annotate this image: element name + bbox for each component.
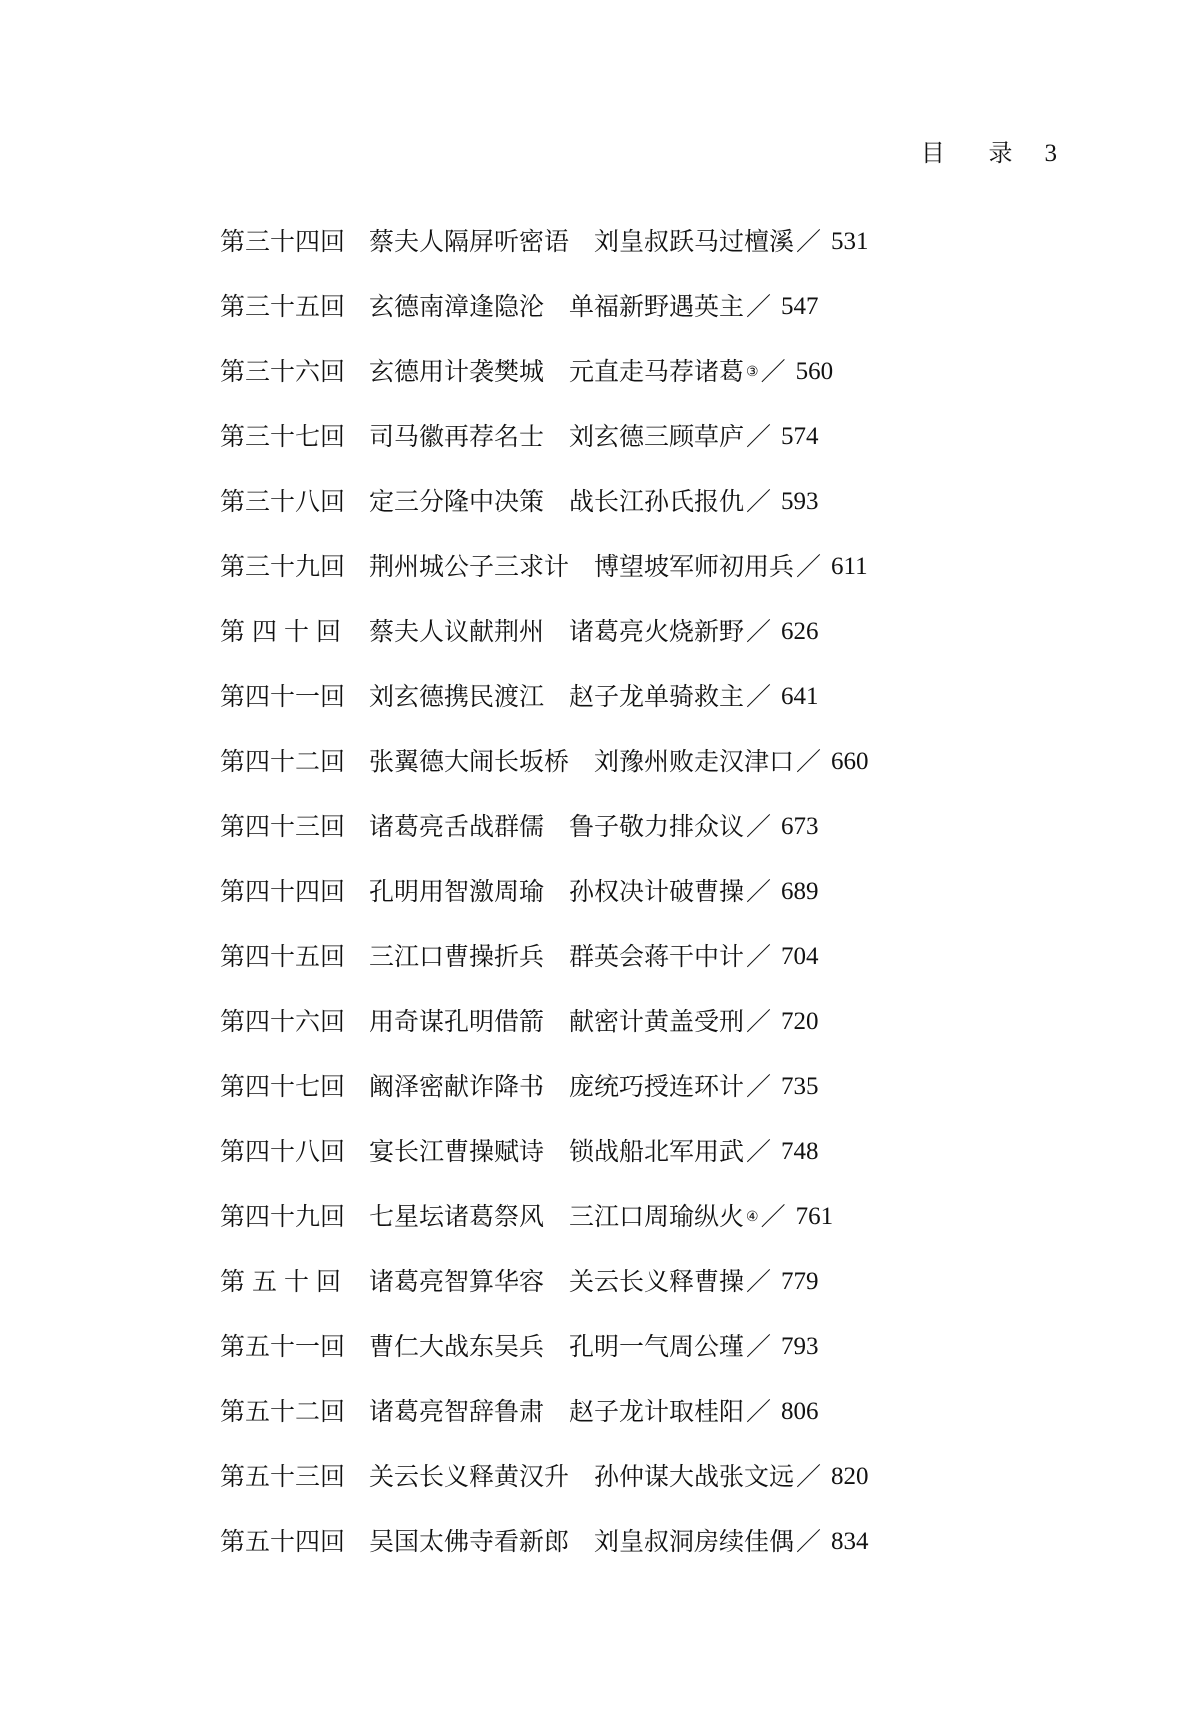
page-separator: ／: [746, 877, 772, 906]
chapter-page-number: 660: [831, 748, 869, 775]
chapter-title-second: 孔明一气周公瑾: [569, 1332, 745, 1361]
chapter-title-second: 关云长义释曹操: [569, 1267, 745, 1296]
chapter-title-second: 赵子龙计取桂阳: [569, 1397, 745, 1426]
chapter-title-first: 诸葛亮舌战群儒: [369, 812, 545, 841]
chapter-title-second: 赵子龙单骑救主: [569, 682, 745, 711]
chapter-title-second: 元直走马荐诸葛: [569, 357, 745, 386]
chapter-number: 第五十回: [220, 1267, 349, 1296]
chapter-number: 第四十二回: [220, 747, 346, 776]
toc-entry[interactable]: [220, 616, 869, 681]
toc-entry[interactable]: [220, 1331, 869, 1396]
chapter-title-second: 群英会蒋干中计: [569, 942, 745, 971]
chapter-page-number: 593: [781, 488, 819, 515]
chapter-number: 第四十四回: [220, 877, 346, 906]
chapter-title-second: 鲁子敬力排众议: [569, 812, 745, 841]
toc-entry[interactable]: [220, 876, 869, 941]
chapter-page-number: 547: [781, 293, 819, 320]
page-separator: ／: [796, 552, 822, 581]
chapter-title-first: 用奇谋孔明借箭: [369, 1007, 545, 1036]
page-separator: ／: [746, 1137, 772, 1166]
chapter-number: 第四十五回: [220, 942, 346, 971]
page-separator: ／: [746, 1332, 772, 1361]
page-separator: ／: [796, 1462, 822, 1491]
chapter-number: 第四十一回: [220, 682, 346, 711]
page-separator: ／: [746, 942, 772, 971]
page-separator: ／: [796, 1527, 822, 1556]
chapter-page-number: 735: [781, 1073, 819, 1100]
chapter-title-first: 曹仁大战东吴兵: [369, 1332, 545, 1361]
chapter-number: 第五十一回: [220, 1332, 346, 1361]
chapter-title-first: 诸葛亮智辞鲁肃: [369, 1397, 545, 1426]
toc-entry[interactable]: [220, 1006, 869, 1071]
chapter-page-number: 748: [781, 1138, 819, 1165]
page-separator: ／: [746, 1007, 772, 1036]
page-separator: ／: [760, 357, 786, 386]
chapter-title-second: 诸葛亮火烧新野: [569, 617, 745, 646]
page-number: 3: [1044, 140, 1057, 167]
chapter-title-first: 阚泽密献诈降书: [369, 1072, 545, 1101]
page-separator: ／: [760, 1202, 786, 1231]
chapter-page-number: 720: [781, 1008, 819, 1035]
chapter-page-number: 793: [781, 1333, 819, 1360]
chapter-number: 第三十四回: [220, 227, 346, 256]
page-separator: ／: [746, 1397, 772, 1426]
toc-entry[interactable]: [220, 746, 869, 811]
chapter-title-first: 定三分隆中决策: [369, 487, 545, 516]
chapter-page-number: 834: [831, 1528, 869, 1555]
chapter-number: 第四十回: [220, 617, 349, 646]
chapter-title-second: 三江口周瑜纵火: [569, 1202, 745, 1231]
footnote-marker[interactable]: ④: [746, 1209, 759, 1225]
chapter-page-number: 626: [781, 618, 819, 645]
chapter-page-number: 820: [831, 1463, 869, 1490]
running-header: [921, 133, 1057, 168]
toc-entry[interactable]: [220, 1396, 869, 1461]
chapter-page-number: 574: [781, 423, 819, 450]
chapter-title-first: 张翼德大闹长坂桥: [369, 747, 570, 776]
page-separator: ／: [796, 227, 822, 256]
chapter-number: 第三十七回: [220, 422, 346, 451]
toc-entry[interactable]: [220, 551, 869, 616]
chapter-title-first: 七星坛诸葛祭风: [369, 1202, 545, 1231]
chapter-title-second: 孙仲谋大战张文远: [594, 1462, 795, 1491]
chapter-number: 第三十八回: [220, 487, 346, 516]
chapter-page-number: 689: [781, 878, 819, 905]
chapter-page-number: 560: [795, 358, 834, 385]
chapter-title-first: 三江口曹操折兵: [369, 942, 545, 971]
chapter-title-first: 蔡夫人隔屏听密语: [369, 227, 570, 256]
table-of-contents: [220, 226, 869, 1591]
page-separator: ／: [746, 422, 772, 451]
chapter-title-first: 荆州城公子三求计: [369, 552, 570, 581]
toc-entry[interactable]: [220, 356, 869, 421]
chapter-page-number: 779: [781, 1268, 819, 1295]
chapter-title-second: 博望坡军师初用兵: [594, 552, 795, 581]
chapter-title-first: 吴国太佛寺看新郎: [369, 1527, 570, 1556]
chapter-title-second: 锁战船北军用武: [569, 1137, 745, 1166]
toc-entry[interactable]: [220, 811, 869, 876]
chapter-number: 第五十三回: [220, 1462, 346, 1491]
chapter-title-first: 诸葛亮智算华容: [369, 1267, 545, 1296]
chapter-title-second: 孙权决计破曹操: [569, 877, 745, 906]
toc-entry[interactable]: [220, 226, 869, 291]
toc-entry[interactable]: [220, 681, 869, 746]
chapter-number: 第四十三回: [220, 812, 346, 841]
chapter-page-number: 806: [781, 1398, 819, 1425]
toc-entry[interactable]: [220, 941, 869, 1006]
chapter-title-second: 战长江孙氏报仇: [569, 487, 745, 516]
page-separator: ／: [746, 1267, 772, 1296]
chapter-page-number: 641: [781, 683, 819, 710]
toc-entry[interactable]: [220, 1526, 869, 1591]
chapter-number: 第三十五回: [220, 292, 346, 321]
toc-entry[interactable]: [220, 486, 869, 551]
chapter-number: 第四十八回: [220, 1137, 346, 1166]
chapter-title-second: 献密计黄盖受刑: [569, 1007, 745, 1036]
page-separator: ／: [746, 292, 772, 321]
chapter-title-first: 玄德南漳逢隐沦: [369, 292, 545, 321]
toc-entry[interactable]: [220, 1266, 869, 1331]
chapter-title-second: 刘玄德三顾草庐: [569, 422, 745, 451]
toc-entry[interactable]: [220, 1136, 869, 1201]
page-separator: ／: [796, 747, 822, 776]
chapter-title-first: 关云长义释黄汉升: [369, 1462, 570, 1491]
chapter-title-second: 刘豫州败走汉津口: [594, 747, 795, 776]
page-separator: ／: [746, 617, 772, 646]
page-separator: ／: [746, 682, 772, 711]
toc-entry[interactable]: [220, 1461, 869, 1526]
chapter-page-number: 761: [795, 1203, 834, 1230]
chapter-title-first: 刘玄德携民渡江: [369, 682, 545, 711]
chapter-number: 第三十六回: [220, 357, 346, 386]
page-separator: ／: [746, 812, 772, 841]
toc-entry[interactable]: [220, 1201, 869, 1266]
toc-entry[interactable]: [220, 1071, 869, 1136]
chapter-number: 第三十九回: [220, 552, 346, 581]
header-label: 目 录: [920, 139, 1031, 167]
chapter-title-first: 玄德用计袭樊城: [369, 357, 545, 386]
chapter-number: 第五十二回: [220, 1397, 346, 1426]
chapter-page-number: 531: [831, 228, 869, 255]
chapter-title-first: 宴长江曹操赋诗: [369, 1137, 545, 1166]
chapter-page-number: 611: [831, 553, 868, 580]
chapter-title-first: 司马徽再荐名士: [369, 422, 545, 451]
toc-entry[interactable]: [220, 421, 869, 486]
page-separator: ／: [746, 487, 772, 516]
chapter-number: 第四十六回: [220, 1007, 346, 1036]
chapter-page-number: 673: [781, 813, 819, 840]
page-separator: ／: [746, 1072, 772, 1101]
chapter-title-first: 蔡夫人议献荆州: [369, 617, 545, 646]
chapter-number: 第五十四回: [220, 1527, 346, 1556]
chapter-title-second: 庞统巧授连环计: [569, 1072, 745, 1101]
chapter-number: 第四十九回: [220, 1202, 346, 1231]
footnote-marker[interactable]: ③: [746, 364, 759, 380]
chapter-title-second: 刘皇叔洞房续佳偶: [594, 1527, 795, 1556]
toc-entry[interactable]: [220, 291, 869, 356]
chapter-number: 第四十七回: [220, 1072, 346, 1101]
chapter-title-first: 孔明用智激周瑜: [369, 877, 545, 906]
chapter-title-second: 刘皇叔跃马过檀溪: [594, 227, 795, 256]
chapter-page-number: 704: [781, 943, 819, 970]
chapter-title-second: 单福新野遇英主: [569, 292, 745, 321]
